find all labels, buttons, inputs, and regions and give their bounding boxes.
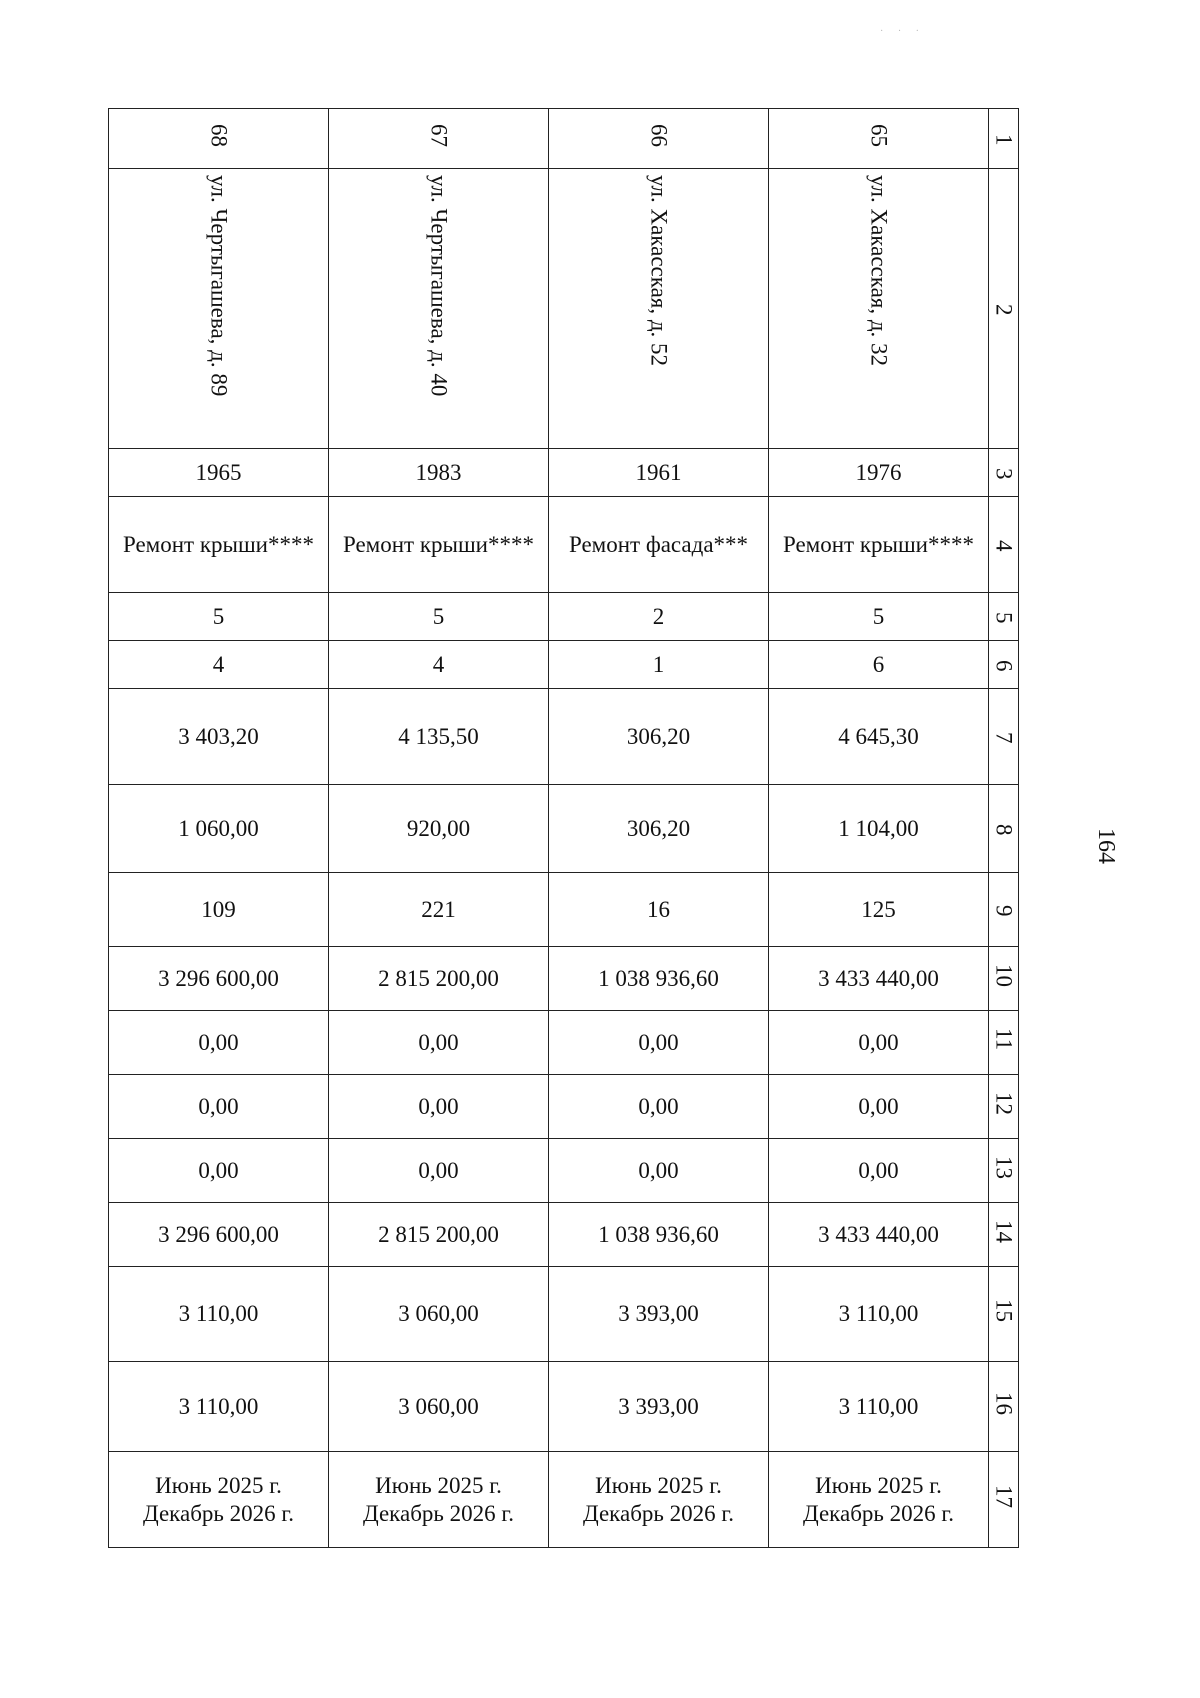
value-cell: 1 038 936,60 xyxy=(549,1203,769,1267)
value-cell: 3 403,20 xyxy=(109,689,329,785)
work-type-cell: Ремонт фасада*** xyxy=(549,497,769,593)
column-index: 6 xyxy=(991,660,1017,672)
column-index-cell xyxy=(989,593,1019,641)
column-index: 12 xyxy=(991,1091,1017,1115)
value-cell: 0,00 xyxy=(109,1011,329,1075)
value-cell: 0,00 xyxy=(109,1075,329,1139)
year-cell: 1983 xyxy=(329,449,549,497)
value-cell: 4 645,30 xyxy=(769,689,989,785)
column-index-cell xyxy=(989,1452,1019,1548)
row-16 xyxy=(109,1362,1019,1452)
address: ул. Чертыгашева, д. 89 xyxy=(206,175,232,397)
value-cell: 1 xyxy=(549,641,769,689)
column-index: 1 xyxy=(991,134,1017,146)
column-index-cell xyxy=(989,1267,1019,1362)
value-cell: 0,00 xyxy=(769,1139,989,1203)
record-number-cell xyxy=(109,109,329,169)
column-index-cell xyxy=(989,689,1019,785)
column-index: 2 xyxy=(991,304,1017,316)
dates-cell xyxy=(549,1452,769,1548)
row-8 xyxy=(109,785,1019,873)
value-cell: 2 xyxy=(549,593,769,641)
value-cell: 0,00 xyxy=(549,1139,769,1203)
work-type-cell: Ремонт крыши**** xyxy=(769,497,989,593)
value-cell: 2 815 200,00 xyxy=(329,947,549,1011)
value-cell: 0,00 xyxy=(549,1075,769,1139)
value-cell: 4 xyxy=(109,641,329,689)
value-cell: 0,00 xyxy=(109,1139,329,1203)
work-type-cell: Ремонт крыши**** xyxy=(109,497,329,593)
value-cell: 2 815 200,00 xyxy=(329,1203,549,1267)
column-index-cell xyxy=(989,1203,1019,1267)
column-index: 8 xyxy=(991,824,1017,836)
row-11 xyxy=(109,1011,1019,1075)
value-cell: 5 xyxy=(109,593,329,641)
value-cell: 0,00 xyxy=(329,1139,549,1203)
start-date: Июнь 2025 г. xyxy=(375,1472,502,1498)
row-15 xyxy=(109,1267,1019,1362)
column-index: 5 xyxy=(991,612,1017,624)
value-cell: 3 060,00 xyxy=(329,1362,549,1452)
value-cell: 1 104,00 xyxy=(769,785,989,873)
column-index-cell xyxy=(989,947,1019,1011)
repair-schedule-table xyxy=(108,108,1019,1548)
year-cell: 1965 xyxy=(109,449,329,497)
column-index-cell xyxy=(989,1011,1019,1075)
end-date: Декабрь 2026 г. xyxy=(363,1500,514,1526)
column-index-cell xyxy=(989,497,1019,593)
start-date: Июнь 2025 г. xyxy=(155,1472,282,1498)
value-cell: 3 110,00 xyxy=(109,1362,329,1452)
column-index: 9 xyxy=(991,905,1017,917)
row-4-work-type xyxy=(109,497,1019,593)
end-date: Декабрь 2026 г. xyxy=(143,1500,294,1526)
column-index: 7 xyxy=(991,732,1017,744)
row-5 xyxy=(109,593,1019,641)
column-index: 10 xyxy=(991,963,1017,987)
row-9 xyxy=(109,873,1019,947)
record-number: 67 xyxy=(426,123,452,147)
value-cell: 1 038 936,60 xyxy=(549,947,769,1011)
record-number-cell xyxy=(329,109,549,169)
dates-cell xyxy=(109,1452,329,1548)
record-number: 68 xyxy=(206,123,232,147)
scan-specks: · · · xyxy=(880,26,925,37)
repair-schedule-table-sheet xyxy=(108,108,1019,1548)
end-date: Декабрь 2026 г. xyxy=(803,1500,954,1526)
row-17-dates xyxy=(109,1452,1019,1548)
value-cell: 0,00 xyxy=(329,1011,549,1075)
column-index-cell xyxy=(989,1139,1019,1203)
row-1-numbers xyxy=(109,109,1019,169)
column-index: 15 xyxy=(991,1299,1017,1323)
value-cell: 0,00 xyxy=(549,1011,769,1075)
value-cell: 3 110,00 xyxy=(769,1267,989,1362)
value-cell: 3 060,00 xyxy=(329,1267,549,1362)
column-index: 14 xyxy=(991,1219,1017,1243)
dates-cell xyxy=(329,1452,549,1548)
start-date: Июнь 2025 г. xyxy=(595,1472,722,1498)
column-index-cell xyxy=(989,873,1019,947)
row-13 xyxy=(109,1139,1019,1203)
value-cell: 306,20 xyxy=(549,689,769,785)
value-cell: 306,20 xyxy=(549,785,769,873)
value-cell: 6 xyxy=(769,641,989,689)
column-index: 11 xyxy=(991,1028,1017,1051)
row-14 xyxy=(109,1203,1019,1267)
page-number: 164 xyxy=(1093,828,1119,864)
address-cell xyxy=(109,169,329,449)
address: ул. Хакасская, д. 32 xyxy=(866,175,892,367)
column-index-cell xyxy=(989,169,1019,449)
record-number-cell xyxy=(769,109,989,169)
column-index-cell xyxy=(989,449,1019,497)
value-cell: 16 xyxy=(549,873,769,947)
column-index: 17 xyxy=(991,1484,1017,1508)
value-cell: 4 135,50 xyxy=(329,689,549,785)
work-type-cell: Ремонт крыши**** xyxy=(329,497,549,593)
column-index-cell xyxy=(989,785,1019,873)
row-3-year xyxy=(109,449,1019,497)
record-number-cell xyxy=(549,109,769,169)
dates-cell xyxy=(769,1452,989,1548)
address-cell xyxy=(549,169,769,449)
column-index-cell xyxy=(989,1075,1019,1139)
value-cell: 4 xyxy=(329,641,549,689)
row-12 xyxy=(109,1075,1019,1139)
column-index: 16 xyxy=(991,1391,1017,1415)
column-index: 13 xyxy=(991,1155,1017,1179)
year-cell: 1961 xyxy=(549,449,769,497)
value-cell: 3 433 440,00 xyxy=(769,947,989,1011)
record-number: 66 xyxy=(646,123,672,147)
row-2-addresses xyxy=(109,169,1019,449)
address: ул. Хакасская, д. 52 xyxy=(646,175,672,367)
value-cell: 3 296 600,00 xyxy=(109,1203,329,1267)
row-7 xyxy=(109,689,1019,785)
column-index: 4 xyxy=(991,540,1017,552)
value-cell: 3 110,00 xyxy=(109,1267,329,1362)
value-cell: 0,00 xyxy=(769,1011,989,1075)
value-cell: 5 xyxy=(769,593,989,641)
column-index-cell xyxy=(989,109,1019,169)
address-cell xyxy=(769,169,989,449)
row-6 xyxy=(109,641,1019,689)
record-number: 65 xyxy=(866,123,892,147)
row-10 xyxy=(109,947,1019,1011)
address: ул. Чертыгашева, д. 40 xyxy=(426,175,452,397)
value-cell: 920,00 xyxy=(329,785,549,873)
value-cell: 0,00 xyxy=(329,1075,549,1139)
value-cell: 3 393,00 xyxy=(549,1362,769,1452)
value-cell: 5 xyxy=(329,593,549,641)
value-cell: 3 296 600,00 xyxy=(109,947,329,1011)
column-index-cell xyxy=(989,641,1019,689)
value-cell: 109 xyxy=(109,873,329,947)
address-cell xyxy=(329,169,549,449)
value-cell: 1 060,00 xyxy=(109,785,329,873)
value-cell: 3 433 440,00 xyxy=(769,1203,989,1267)
year-cell: 1976 xyxy=(769,449,989,497)
start-date: Июнь 2025 г. xyxy=(815,1472,942,1498)
value-cell: 0,00 xyxy=(769,1075,989,1139)
end-date: Декабрь 2026 г. xyxy=(583,1500,734,1526)
value-cell: 3 110,00 xyxy=(769,1362,989,1452)
column-index: 3 xyxy=(991,468,1017,480)
value-cell: 3 393,00 xyxy=(549,1267,769,1362)
value-cell: 125 xyxy=(769,873,989,947)
column-index-cell xyxy=(989,1362,1019,1452)
value-cell: 221 xyxy=(329,873,549,947)
